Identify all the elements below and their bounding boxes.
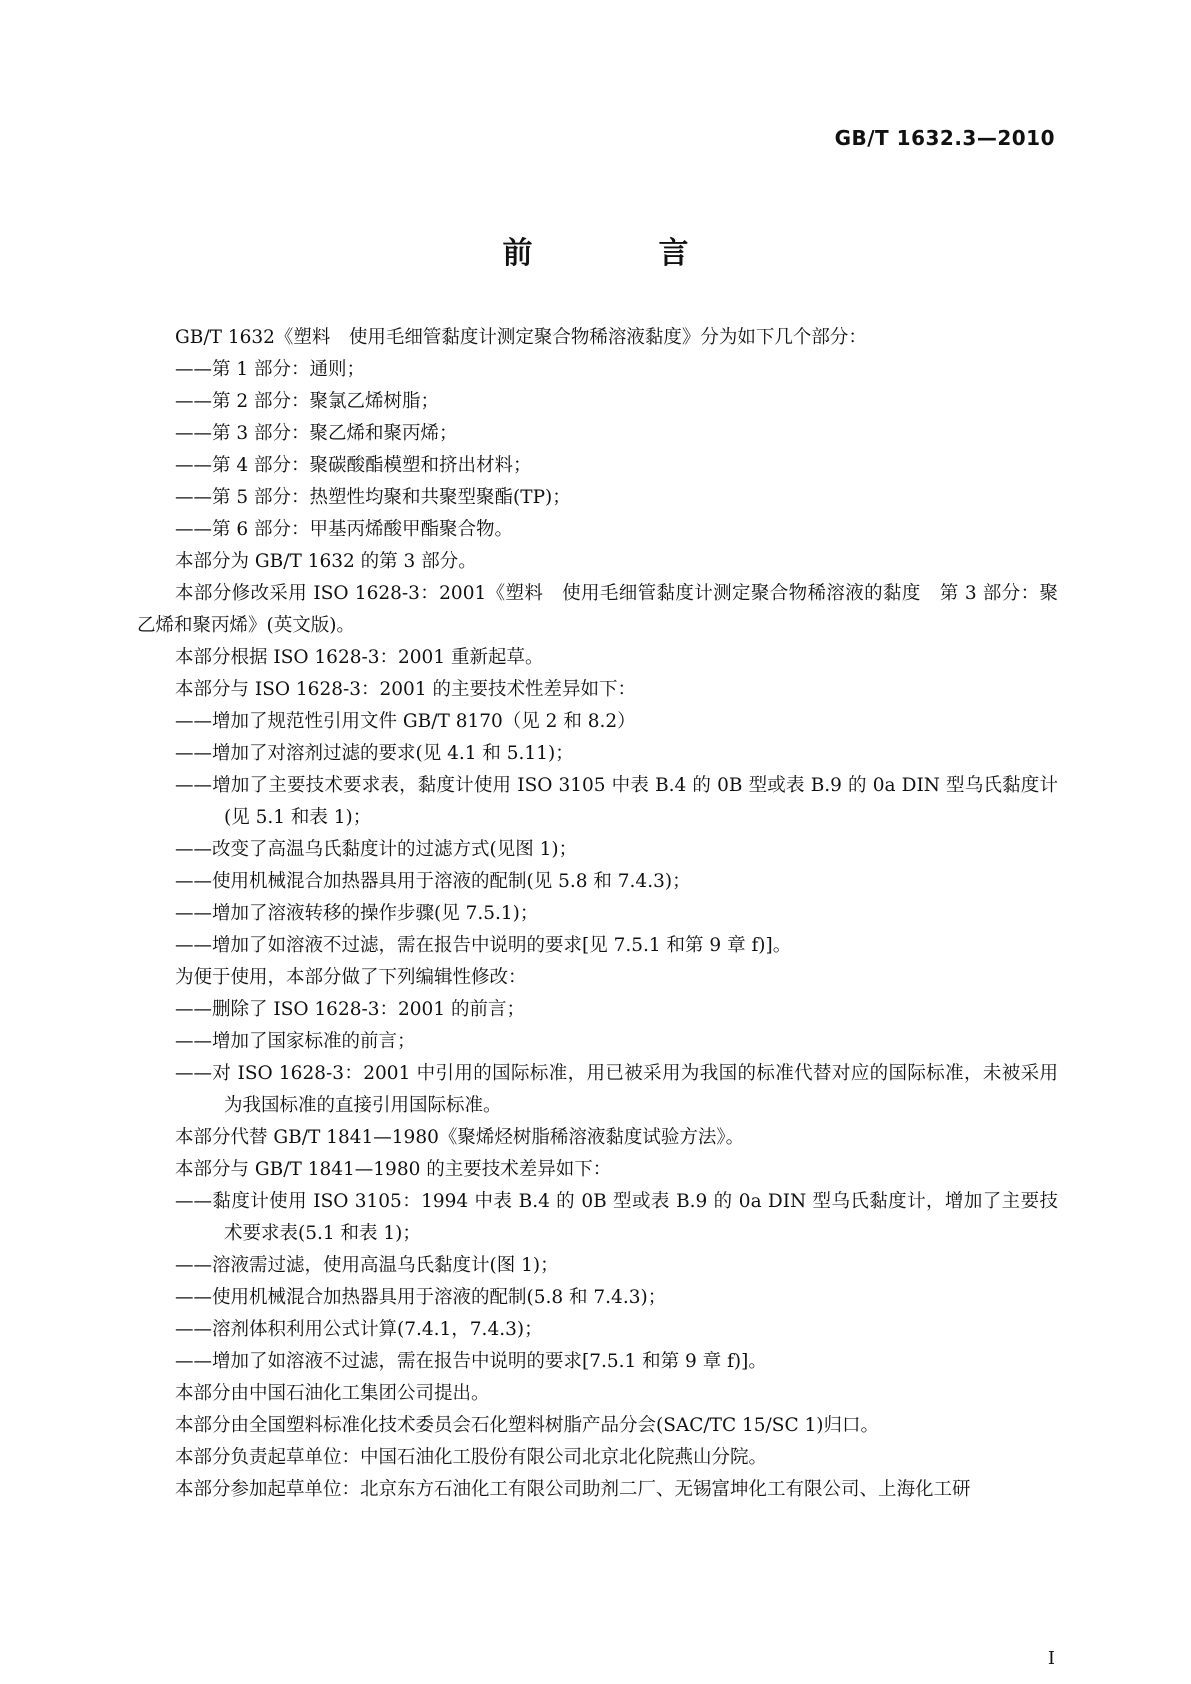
list-item: ——增加了如溶液不过滤，需在报告中说明的要求[见 7.5.1 和第 9 章 f)]。 (175, 935, 792, 956)
list-item: ——溶剂体积利用公式计算(7.4.1，7.4.3)； (175, 1319, 543, 1340)
paragraph: 本部分参加起草单位：北京东方石油化工有限公司助剂二厂、无锡富坤化工有限公司、上海化工研 (175, 1479, 971, 1500)
list-item: ——使用机械混合加热器具用于溶液的配制(5.8 和 7.4.3)； (175, 1287, 667, 1308)
list-item: ——黏度计使用 ISO 3105：1994 中表 B.4 的 0B 型或表 B.9 的 0a DIN 型乌氏黏度计，增加了主要技术要求表(5.1 和表 1)； (175, 1191, 1058, 1244)
list-item: ——增加了如溶液不过滤，需在报告中说明的要求[7.5.1 和第 9 章 f)]。 (175, 1351, 767, 1372)
paragraph: 本部分与 GB/T 1841—1980 的主要技术差异如下： (175, 1159, 612, 1180)
standard-number: GB/T 1632.3—2010 (834, 126, 1055, 150)
list-item: ——增加了对溶剂过滤的要求(见 4.1 和 5.11)； (175, 743, 574, 764)
list-item: ——溶液需过滤，使用高温乌氏黏度计(图 1)； (175, 1255, 559, 1276)
paragraph: 本部分负责起草单位：中国石油化工股份有限公司北京北化院燕山分院。 (175, 1447, 768, 1468)
paragraph: 本部分根据 ISO 1628-3：2001 重新起草。 (175, 647, 544, 668)
paragraph: 本部分修改采用 ISO 1628-3：2001《塑料 使用毛细管黏度计测定聚合物稀溶液的黏度 第 3 部分：聚乙烯和聚丙烯》(英文版)。 (137, 583, 1058, 636)
list-item: ——第 4 部分：聚碳酸酯模塑和挤出材料； (175, 455, 532, 476)
list-item: ——增加了国家标准的前言； (175, 1031, 416, 1052)
list-item: ——第 3 部分：聚乙烯和聚丙烯； (175, 423, 458, 444)
paragraph: 本部分与 ISO 1628-3：2001 的主要技术性差异如下： (175, 679, 636, 700)
paragraph: 为便于使用，本部分做了下列编辑性修改： (175, 967, 527, 988)
list-item: ——删除了 ISO 1628-3：2001 的前言； (175, 999, 525, 1020)
list-item: ——第 6 部分：甲基丙烯酸甲酯聚合物。 (175, 519, 514, 540)
list-item: ——第 1 部分：通则； (175, 359, 366, 380)
list-item: ——增加了溶液转移的操作步骤(见 7.5.1)； (175, 903, 539, 924)
list-item: ——使用机械混合加热器具用于溶液的配制(见 5.8 和 7.4.3)； (175, 871, 691, 892)
list-item: ——对 ISO 1628-3：2001 中引用的国际标准，用已被采用为我国的标准代替对应的国际标准，未被采用为我国标准的直接引用国际标准。 (175, 1063, 1058, 1116)
page-title: 前 言 (502, 236, 737, 271)
list-item: ——改变了高温乌氏黏度计的过滤方式(见图 1)； (175, 839, 578, 860)
paragraph: 本部分代替 GB/T 1841—1980《聚烯烃树脂稀溶液黏度试验方法》。 (175, 1127, 745, 1148)
paragraph: 本部分由全国塑料标准化技术委员会石化塑料树脂产品分会(SAC/TC 15/SC 1)归口。 (175, 1415, 879, 1436)
paragraph: 本部分由中国石油化工集团公司提出。 (175, 1383, 490, 1404)
list-item: ——增加了规范性引用文件 GB/T 8170（见 2 和 8.2） (175, 711, 636, 732)
paragraph: GB/T 1632《塑料 使用毛细管黏度计测定聚合物稀溶液黏度》分为如下几个部分： (175, 327, 867, 348)
paragraph: 本部分为 GB/T 1632 的第 3 部分。 (175, 551, 477, 572)
page-number: I (1047, 1648, 1055, 1669)
list-item: ——第 5 部分：热塑性均聚和共聚型聚酯(TP)； (175, 487, 571, 508)
list-item: ——增加了主要技术要求表，黏度计使用 ISO 3105 中表 B.4 的 0B 型或表 B.9 的 0a DIN 型乌氏黏度计(见 5.1 和表 1)； (175, 775, 1058, 828)
list-item: ——第 2 部分：聚氯乙烯树脂； (175, 391, 440, 412)
foreword-body (137, 322, 1058, 1506)
